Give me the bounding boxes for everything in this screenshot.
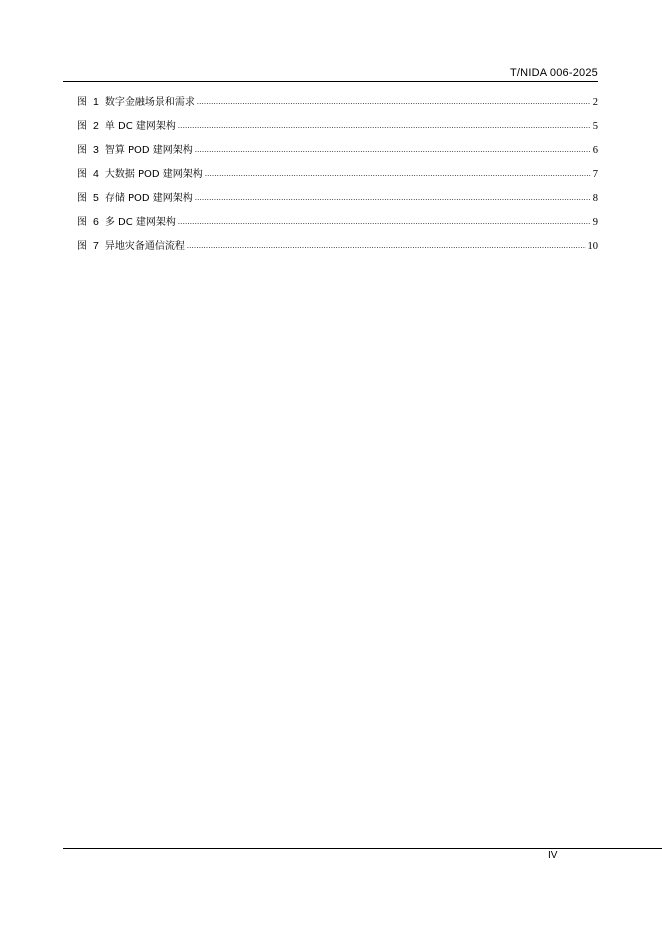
dot-leader	[178, 119, 591, 133]
figure-title: 多 DC 建网架构	[104, 217, 176, 228]
page-reference: 6	[592, 145, 598, 156]
toc-entry-figure-1[interactable]	[77, 95, 598, 119]
page-reference: 10	[587, 241, 598, 252]
toc-entry-figure-6[interactable]	[77, 215, 598, 239]
figure-label: 图	[77, 121, 87, 132]
toc-entry-figure-4[interactable]	[77, 167, 598, 191]
toc-entry-figure-3[interactable]	[77, 143, 598, 167]
figure-label: 图	[77, 97, 87, 108]
figure-title: 数字金融场景和需求	[104, 97, 195, 108]
page-reference: 9	[592, 217, 598, 228]
footer-divider	[63, 848, 662, 849]
page-reference: 2	[592, 97, 598, 108]
footer-page-number: IV	[548, 850, 558, 861]
figure-title: 异地灾备通信流程	[104, 241, 185, 252]
page-reference: 5	[592, 121, 598, 132]
figure-title: 智算 POD 建网架构	[104, 145, 193, 156]
dot-leader	[195, 191, 591, 205]
figure-label: 图	[77, 241, 87, 252]
figure-title: 存储 POD 建网架构	[104, 193, 193, 204]
toc-entry-figure-2[interactable]	[77, 119, 598, 143]
toc-entry-figure-5[interactable]	[77, 191, 598, 215]
figure-label: 图	[77, 145, 87, 156]
figure-title: 单 DC 建网架构	[104, 121, 176, 132]
figure-number: 4	[93, 168, 99, 180]
header-divider	[63, 81, 598, 82]
figure-number: 2	[93, 120, 99, 132]
figure-label: 图	[77, 169, 87, 180]
figure-number: 7	[93, 240, 99, 252]
toc-entry-figure-7[interactable]	[77, 239, 598, 263]
figure-label: 图	[77, 193, 87, 204]
figure-number: 3	[93, 144, 99, 156]
page-reference: 7	[592, 169, 598, 180]
figure-list	[77, 95, 598, 263]
dot-leader	[187, 239, 586, 253]
dot-leader	[205, 167, 591, 181]
figure-number: 6	[93, 216, 99, 228]
figure-number: 1	[93, 96, 99, 108]
page-reference: 8	[592, 193, 598, 204]
dot-leader	[197, 95, 591, 109]
document-code: T/NIDA 006-2025	[510, 67, 598, 79]
dot-leader	[178, 215, 591, 229]
figure-label: 图	[77, 217, 87, 228]
figure-number: 5	[93, 192, 99, 204]
dot-leader	[195, 143, 591, 157]
figure-title: 大数据 POD 建网架构	[104, 169, 203, 180]
